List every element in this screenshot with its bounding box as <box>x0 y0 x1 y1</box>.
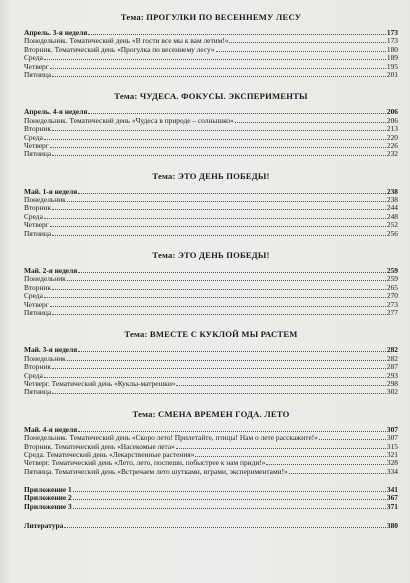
toc-entry-page: 226 <box>386 140 398 150</box>
dot-leader <box>73 499 386 500</box>
dot-leader <box>44 218 386 219</box>
dot-leader <box>67 280 386 281</box>
toc-entry <box>24 309 398 317</box>
toc-entry-page: 307 <box>386 424 398 434</box>
toc-entry-text: Апрель. 4-я неделя <box>24 107 88 117</box>
dot-leader <box>235 122 386 123</box>
dot-leader <box>176 448 386 449</box>
toc-entry-text: Четверг. Тематический день «Куклы-матрешки» <box>24 378 176 388</box>
toc-entry-text: Пятница <box>24 387 52 397</box>
toc-entry-page: 380 <box>386 521 398 531</box>
section-heading-title: ЧУДЕСА. ФОКУСЫ. ЭКСПЕРИМЕНТЫ <box>139 91 308 102</box>
toc-entry-page: 265 <box>386 282 398 292</box>
toc-entry-page: 321 <box>386 449 398 459</box>
toc-entry-page: 238 <box>386 186 398 196</box>
toc-entry-text: Среда <box>24 132 43 142</box>
toc-entry <box>24 267 398 275</box>
dot-leader <box>319 439 386 440</box>
dot-leader <box>44 59 386 60</box>
dot-leader <box>64 527 386 528</box>
spacer <box>24 511 398 522</box>
toc-entry-text: Вторник. Тематический день «Насекомые лета» <box>24 441 175 451</box>
toc-entry-text: Пятница <box>24 307 52 317</box>
toc-entry-page: 252 <box>386 220 398 230</box>
toc-entry <box>24 292 398 300</box>
section-heading-label: Тема: <box>120 12 144 22</box>
dot-leader <box>50 306 386 307</box>
toc-entry-page: 232 <box>386 149 398 159</box>
toc-entry-text: Понедельник <box>24 195 66 205</box>
toc-entry <box>24 380 398 388</box>
toc-entry-page: 189 <box>386 53 398 63</box>
toc-entry-page: 371 <box>386 501 398 511</box>
toc-entry-text: Пятница <box>24 228 52 238</box>
toc-entry-text: Понедельник <box>24 353 66 363</box>
toc-entry-text: Четверг <box>24 61 49 71</box>
toc-entry <box>24 363 398 371</box>
dot-leader <box>67 360 386 361</box>
dot-leader <box>52 76 386 77</box>
toc-entry <box>24 494 398 502</box>
toc-entry-page: 206 <box>386 115 398 125</box>
dot-leader <box>52 314 386 315</box>
dot-leader <box>52 289 386 290</box>
section-heading-title: ЭТО ДЕНЬ ПОБЕДЫ! <box>177 170 270 181</box>
section-heading-label: Тема: <box>152 170 176 181</box>
toc-entry-text: Вторник <box>24 282 51 292</box>
toc-entry-text: Приложение 2 <box>24 493 72 503</box>
toc-entry-page: 195 <box>386 61 398 71</box>
toc-entry-text: Четверг <box>24 299 49 309</box>
toc-section <box>24 91 398 158</box>
dot-leader <box>88 113 386 114</box>
toc-entry-text: Среда <box>24 53 43 63</box>
appendix-list <box>24 486 398 511</box>
toc-entry <box>24 388 398 396</box>
toc-entry <box>24 142 398 150</box>
toc-entry-page: 259 <box>386 266 398 276</box>
toc-entry-text: Четверг <box>24 140 49 150</box>
dot-leader <box>67 201 386 202</box>
dot-leader <box>216 51 386 52</box>
section-heading-label: Тема: <box>132 408 156 419</box>
toc-entry-page: 302 <box>386 387 398 397</box>
toc-entry-text: Среда. Тематический день «Лекарственные растения» <box>24 449 195 459</box>
toc-entry <box>24 346 398 354</box>
toc-entry-text: Вторник <box>24 203 51 213</box>
toc-entry-page: 173 <box>386 28 398 37</box>
toc-entry <box>24 213 398 221</box>
toc-entry-text: Литература <box>24 521 64 531</box>
toc-entry <box>24 301 398 309</box>
toc-entry <box>24 125 398 133</box>
dot-leader <box>52 209 386 210</box>
toc-entry <box>24 117 398 125</box>
toc-entry-page: 256 <box>386 228 398 238</box>
toc-entry-page: 298 <box>386 378 398 388</box>
toc-entry <box>24 468 398 476</box>
section-heading-label: Тема: <box>152 250 176 261</box>
toc-entry <box>24 63 398 71</box>
section-heading <box>24 171 398 182</box>
toc-entry <box>24 355 398 363</box>
toc-entry-page: 173 <box>386 36 398 46</box>
toc-entry <box>24 522 398 530</box>
toc-entry-page: 315 <box>386 441 398 451</box>
toc-entry-text: Четверг. Тематический день «Лето, лето, поспеши, побыстрее к нам приди!» <box>24 458 266 468</box>
dot-leader <box>73 508 386 509</box>
toc-entry-page: 238 <box>386 195 398 205</box>
toc-entry-text: Вторник <box>24 362 51 372</box>
toc-entry <box>24 196 398 204</box>
toc-entry-page: 307 <box>386 433 398 443</box>
toc-entry <box>24 284 398 292</box>
dot-leader <box>78 431 386 432</box>
section-heading-label: Тема: <box>114 91 138 102</box>
section-heading-title: ВМЕСТЕ С КУКЛОЙ МЫ РАСТЕМ <box>149 329 298 340</box>
toc-entry-page: 341 <box>386 485 398 495</box>
toc-entry-text: Май. 3-я неделя <box>24 345 78 355</box>
toc-entry-text: Вторник. Тематический день «Прогулка по весеннему лесу» <box>24 44 215 54</box>
toc-entry-text: Среда <box>24 291 43 301</box>
toc-entry-text: Пятница <box>24 149 52 159</box>
toc-entry-page: 201 <box>386 69 398 79</box>
toc-entry <box>24 204 398 212</box>
toc-entry-page: 282 <box>386 345 398 355</box>
toc-entry-page: 206 <box>386 107 398 117</box>
dot-leader <box>50 226 386 227</box>
dot-leader <box>195 456 386 457</box>
toc-entry-page: 273 <box>386 299 398 309</box>
toc-entry-text: Приложение 1 <box>24 485 72 495</box>
section-heading <box>24 409 398 420</box>
dot-leader <box>52 155 386 156</box>
toc-entry-text: Среда <box>24 370 43 380</box>
toc-entry <box>24 230 398 238</box>
toc-section <box>24 409 398 476</box>
toc-entry-text: Май. 4-я неделя <box>24 424 78 434</box>
dot-leader <box>229 42 385 43</box>
section-heading <box>24 329 398 340</box>
toc-entry-text: Май. 2-я неделя <box>24 266 78 276</box>
toc-entry-page: 282 <box>386 353 398 363</box>
section-heading <box>24 12 398 23</box>
toc-entry <box>24 221 398 229</box>
dot-leader <box>50 147 386 148</box>
dot-leader <box>44 377 386 378</box>
toc-entry-page: 244 <box>386 203 398 213</box>
section-heading-label: Тема: <box>124 329 148 340</box>
toc-entry-text: Вторник <box>24 124 51 134</box>
toc-entry <box>24 54 398 62</box>
dot-leader <box>176 385 385 386</box>
spacer <box>24 476 398 486</box>
toc-entry <box>24 150 398 158</box>
toc-entry-text: Приложение 3 <box>24 501 72 511</box>
dot-leader <box>78 351 386 352</box>
toc-entry-page: 334 <box>386 466 398 476</box>
toc-entry <box>24 275 398 283</box>
dot-leader <box>44 139 386 140</box>
toc-entry-page: 270 <box>386 291 398 301</box>
toc-entry-text: Апрель. 3-я неделя <box>24 28 88 37</box>
toc-entry-text: Понедельник <box>24 274 66 284</box>
toc-entry-page: 248 <box>386 211 398 221</box>
toc-section <box>24 12 398 79</box>
toc-entry <box>24 134 398 142</box>
toc-entry <box>24 503 398 511</box>
toc-entry-page: 328 <box>386 458 398 468</box>
toc-section <box>24 250 398 317</box>
toc-entry-text: Пятница <box>24 69 52 79</box>
dot-leader <box>52 393 386 394</box>
toc-entry-text: Май. 1-я неделя <box>24 186 78 196</box>
toc-entry <box>24 188 398 196</box>
toc-section <box>24 171 398 238</box>
toc-entry-page: 259 <box>386 274 398 284</box>
toc-entry-page: 180 <box>386 44 398 54</box>
literature-entry <box>24 522 398 530</box>
dot-leader <box>52 130 386 131</box>
section-heading-title: ЭТО ДЕНЬ ПОБЕДЫ! <box>177 250 270 261</box>
toc-entry-page: 287 <box>386 362 398 372</box>
toc-entry-page: 213 <box>386 124 398 134</box>
dot-leader <box>266 464 385 465</box>
toc-entry-text: Пятница. Тематический день «Встречаем лето шутками, играми, экспериментами!» <box>24 466 288 476</box>
toc-entry <box>24 486 398 494</box>
toc-entry-text: Среда <box>24 211 43 221</box>
dot-leader <box>88 34 386 35</box>
dot-leader <box>289 473 386 474</box>
toc-entry-text: Понедельник. Тематический день «Чудеса в природе – солнышко» <box>24 115 234 125</box>
toc-entry-text: Четверг <box>24 220 49 230</box>
dot-leader <box>50 68 386 69</box>
section-heading <box>24 250 398 261</box>
dot-leader <box>78 193 386 194</box>
dot-leader <box>73 491 386 492</box>
dot-leader <box>78 272 386 273</box>
section-heading-title: СМЕНА ВРЕМЕН ГОДА. ЛЕТО <box>158 408 290 419</box>
dot-leader <box>52 368 386 369</box>
dot-leader <box>52 235 386 236</box>
toc-sections <box>24 12 398 476</box>
section-heading-title: ПРОГУЛКИ ПО ВЕСЕННЕМУ ЛЕСУ <box>146 12 302 22</box>
toc-entry-text: Понедельник. Тематический день «В гости все мы к вам летим!» <box>24 36 229 46</box>
toc-entry-page: 293 <box>386 370 398 380</box>
toc-section <box>24 329 398 396</box>
toc-entry-page: 220 <box>386 132 398 142</box>
toc-entry <box>24 71 398 79</box>
toc-entry-page: 277 <box>386 307 398 317</box>
toc-entry-page: 367 <box>386 493 398 503</box>
section-heading <box>24 91 398 102</box>
toc-entry-text: Понедельник. Тематический день «Скоро лето! Прилетайте, птицы! Нам о лете расскажите!» <box>24 433 318 443</box>
toc-entry <box>24 46 398 54</box>
dot-leader <box>44 297 386 298</box>
